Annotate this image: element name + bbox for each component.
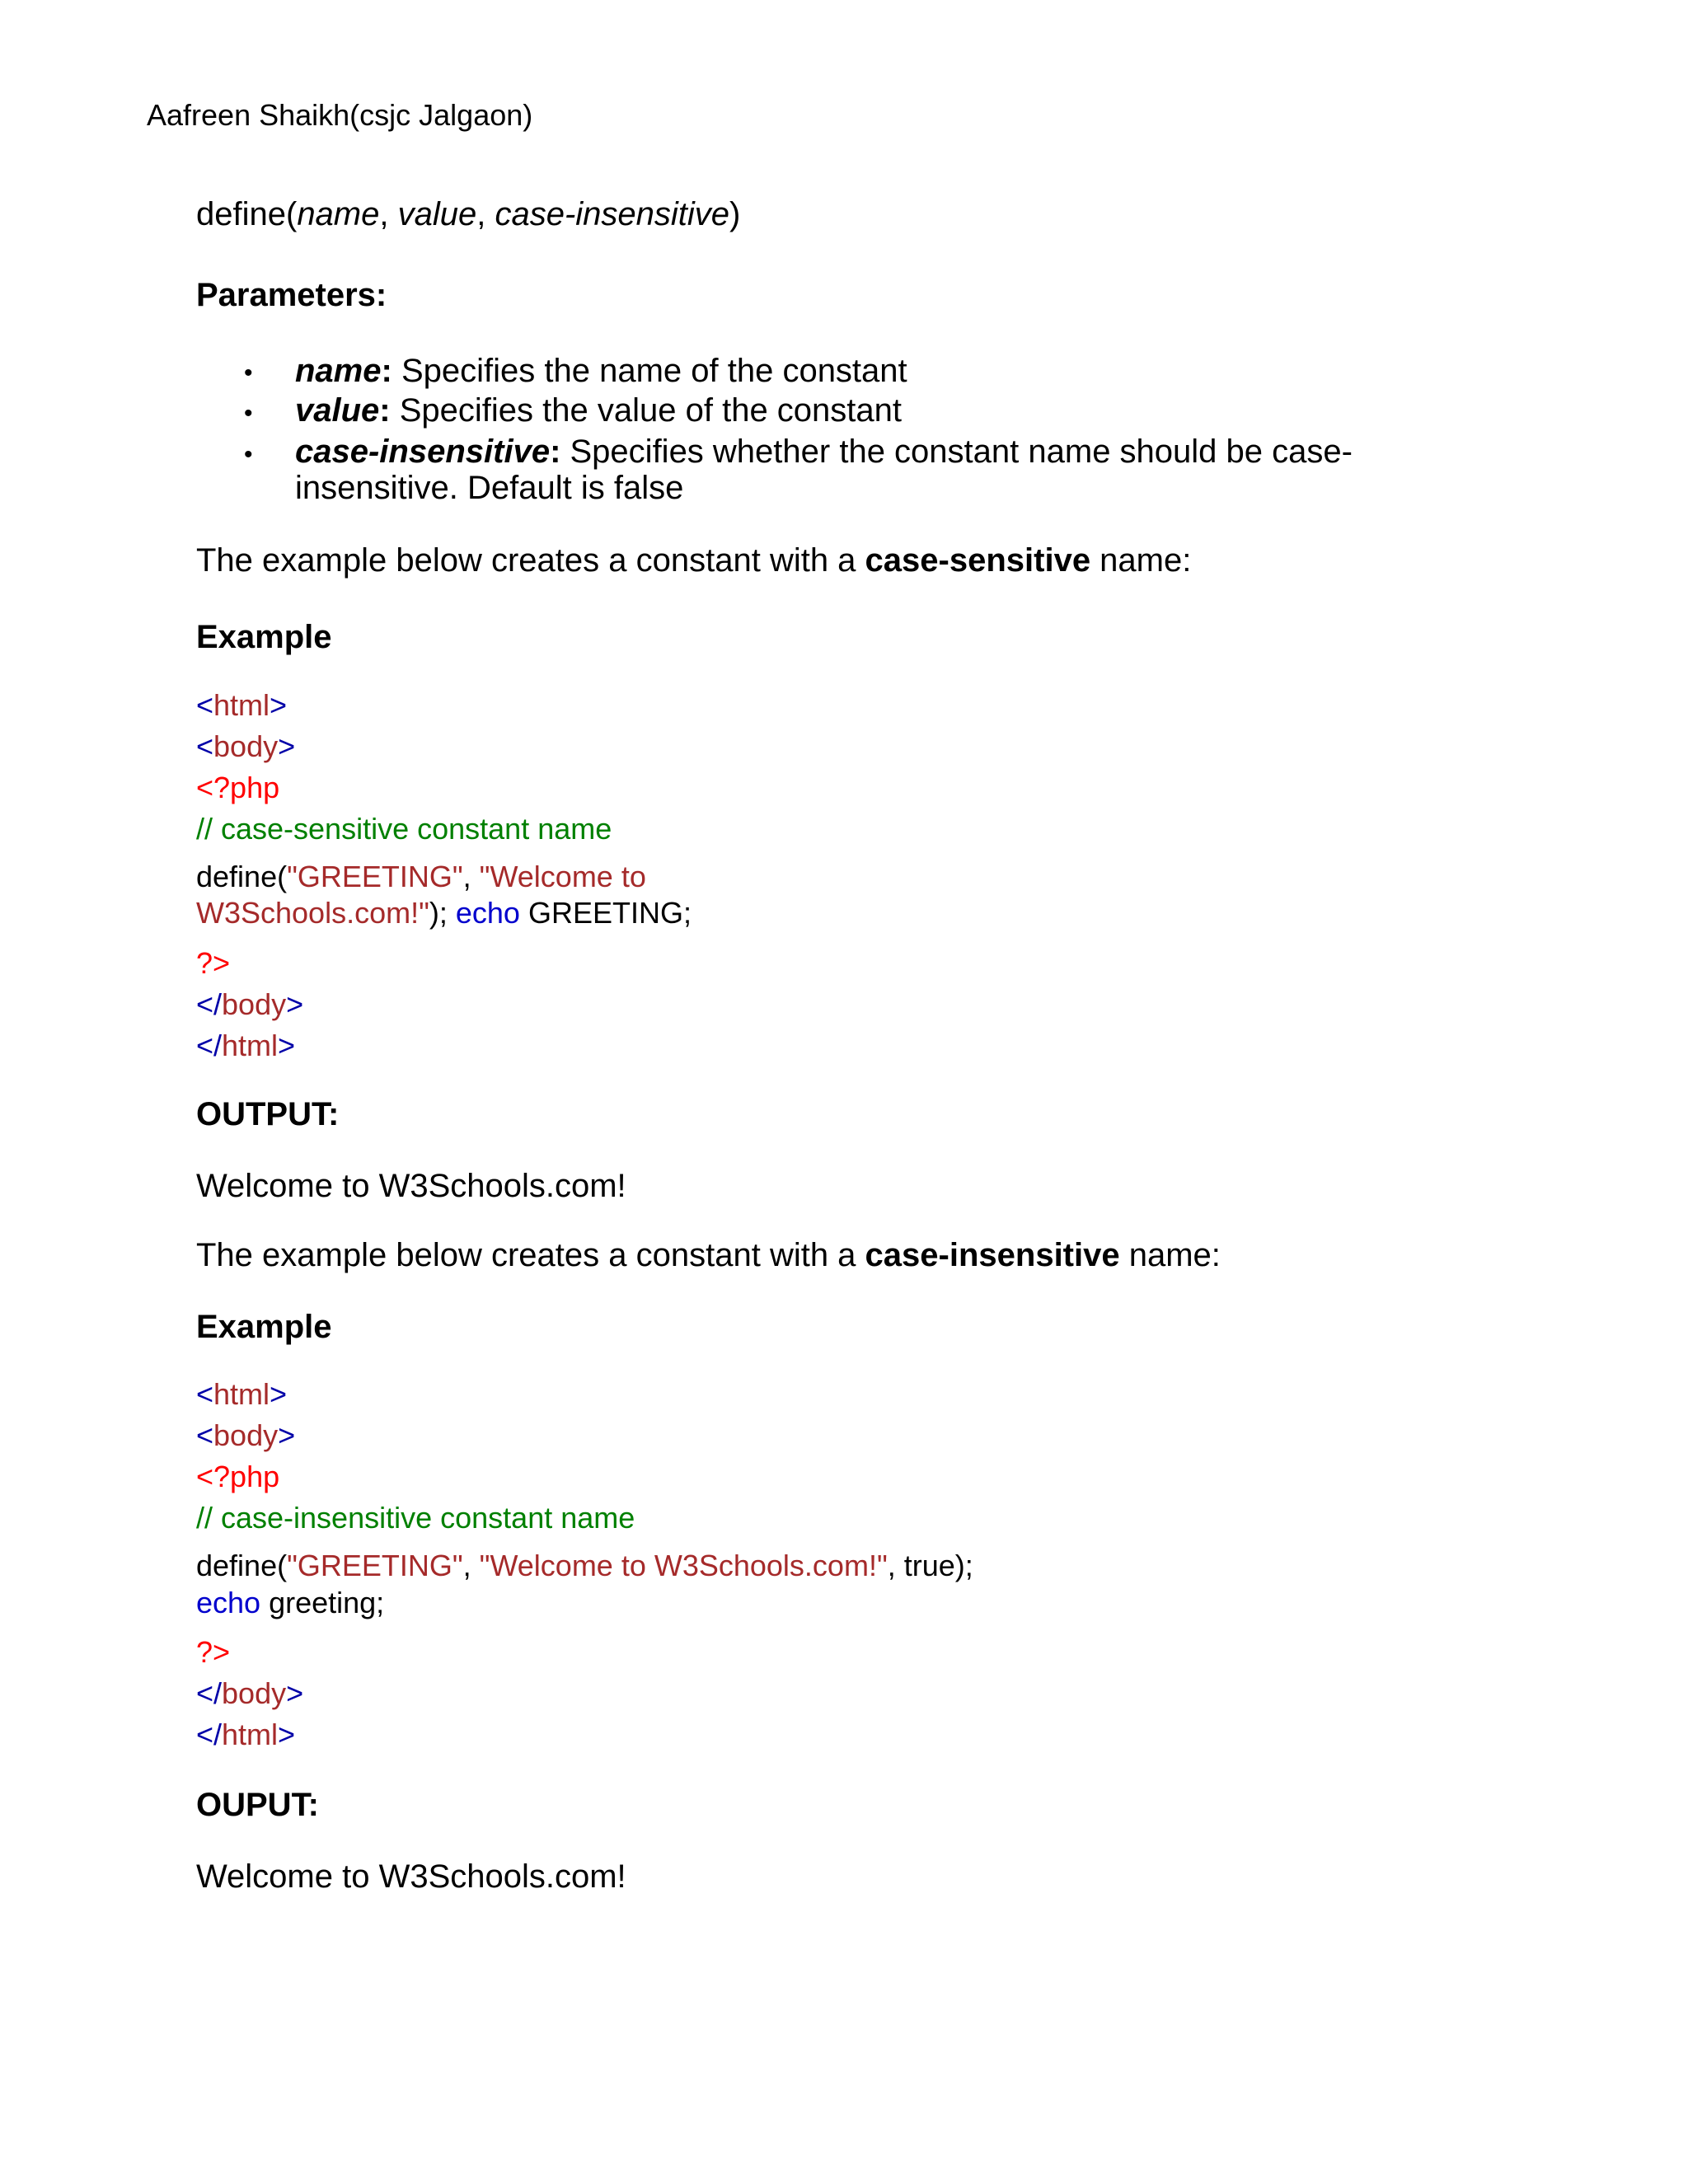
parameter-description: Specifies the value of the constant bbox=[390, 392, 903, 429]
intro-text: name: bbox=[1090, 542, 1192, 579]
tag-name: html bbox=[213, 688, 270, 722]
parameter-description: Specifies whether the constant name should be case- bbox=[560, 434, 1353, 470]
syntax-param-case: case-insensitive bbox=[495, 196, 730, 232]
code-string: "GREETING" bbox=[287, 860, 463, 893]
code-line bbox=[196, 1031, 295, 1061]
tag-name: body bbox=[213, 1418, 279, 1452]
parameter-item bbox=[295, 354, 907, 387]
intro-text: The example below creates a constant with a bbox=[196, 1237, 865, 1273]
output-text: Welcome to W3Schools.com! bbox=[196, 1168, 626, 1204]
author-header: Aafreen Shaikh(csjc Jalgaon) bbox=[147, 98, 533, 132]
bullet-icon: • bbox=[244, 359, 253, 387]
syntax-param-name: name bbox=[297, 196, 380, 232]
code-punct: , bbox=[462, 1549, 480, 1582]
example-heading: Example bbox=[196, 619, 332, 655]
code-line bbox=[196, 1377, 288, 1411]
parameter-description-continued: insensitive. Default is false bbox=[295, 470, 684, 506]
code-line bbox=[196, 898, 692, 928]
bullet-icon: • bbox=[244, 400, 253, 427]
code-punct: , bbox=[462, 860, 480, 893]
tag-bracket: > bbox=[278, 1418, 296, 1452]
parameter-item bbox=[295, 435, 1353, 468]
tag-bracket: </ bbox=[196, 1676, 223, 1710]
tag-name: body bbox=[213, 729, 279, 763]
tag-bracket: < bbox=[196, 1377, 214, 1411]
php-close-tag: ?> bbox=[196, 946, 231, 980]
tag-name: body bbox=[222, 987, 287, 1021]
example-heading: Example bbox=[196, 1309, 332, 1345]
intro-emphasis: case-sensitive bbox=[865, 542, 1091, 579]
output-heading: OUTPUT: bbox=[196, 1096, 340, 1132]
code-string: W3Schools.com!" bbox=[196, 896, 429, 930]
tag-bracket: > bbox=[278, 1718, 296, 1751]
code-function: define( bbox=[196, 1549, 288, 1582]
code-line bbox=[196, 987, 304, 1021]
code-string: "Welcome to bbox=[479, 860, 646, 893]
tag-bracket: > bbox=[270, 1377, 288, 1411]
tag-bracket: > bbox=[286, 987, 304, 1021]
tag-bracket: > bbox=[270, 688, 288, 722]
parameter-item bbox=[295, 394, 902, 427]
code-comment: // case-insensitive constant name bbox=[196, 1501, 635, 1535]
tag-bracket: > bbox=[278, 1029, 296, 1062]
tag-name: html bbox=[222, 1029, 279, 1062]
code-punct: ); bbox=[429, 896, 456, 930]
tag-name: html bbox=[222, 1718, 279, 1751]
parameter-name: name bbox=[295, 353, 382, 389]
parameter-colon: : bbox=[379, 392, 391, 429]
php-open-tag: <?php bbox=[196, 771, 280, 804]
parameters-heading: Parameters: bbox=[196, 277, 387, 313]
intro-text: The example below creates a constant with a bbox=[196, 542, 865, 579]
code-text: , true); bbox=[887, 1549, 973, 1582]
intro-emphasis: case-insensitive bbox=[865, 1237, 1120, 1273]
code-line bbox=[196, 729, 296, 763]
php-open-tag: <?php bbox=[196, 1460, 280, 1493]
tag-name: body bbox=[222, 1676, 287, 1710]
syntax-param-value: value bbox=[397, 196, 477, 232]
bullet-icon: • bbox=[244, 441, 253, 468]
parameter-name: value bbox=[295, 392, 380, 429]
tag-name: html bbox=[213, 1377, 270, 1411]
code-keyword: echo bbox=[455, 896, 520, 930]
tag-bracket: </ bbox=[196, 1029, 223, 1062]
syntax-sep: , bbox=[476, 196, 495, 232]
example-intro bbox=[196, 544, 1191, 577]
code-text: GREETING; bbox=[519, 896, 692, 930]
code-line bbox=[196, 862, 646, 892]
tag-bracket: </ bbox=[196, 1718, 223, 1751]
syntax-fn: define( bbox=[196, 196, 298, 232]
syntax-sep: , bbox=[379, 196, 398, 232]
code-line bbox=[196, 688, 288, 722]
code-function: define( bbox=[196, 860, 288, 893]
tag-bracket: > bbox=[286, 1676, 304, 1710]
code-line bbox=[196, 1588, 384, 1618]
code-keyword: echo bbox=[196, 1586, 261, 1619]
code-string: "GREETING" bbox=[287, 1549, 463, 1582]
php-close-tag: ?> bbox=[196, 1635, 231, 1669]
code-comment: // case-sensitive constant name bbox=[196, 812, 612, 846]
code-string: "Welcome to W3Schools.com!" bbox=[479, 1549, 888, 1582]
parameter-name: case-insensitive bbox=[295, 434, 551, 470]
tag-bracket: > bbox=[278, 729, 296, 763]
tag-bracket: < bbox=[196, 1418, 214, 1452]
parameter-colon: : bbox=[550, 434, 561, 470]
tag-bracket: </ bbox=[196, 987, 223, 1021]
code-line bbox=[196, 1551, 973, 1581]
code-text: greeting; bbox=[260, 1586, 385, 1619]
code-line bbox=[196, 1720, 295, 1750]
tag-bracket: < bbox=[196, 729, 214, 763]
code-line bbox=[196, 1676, 304, 1710]
syntax-line bbox=[196, 198, 740, 231]
output-text: Welcome to W3Schools.com! bbox=[196, 1858, 626, 1895]
syntax-close: ) bbox=[729, 196, 741, 232]
example-intro bbox=[196, 1239, 1221, 1272]
output-heading: OUPUT: bbox=[196, 1787, 319, 1823]
parameter-colon: : bbox=[381, 353, 392, 389]
intro-text: name: bbox=[1119, 1237, 1221, 1273]
parameter-description: Specifies the name of the constant bbox=[392, 353, 907, 389]
tag-bracket: < bbox=[196, 688, 214, 722]
code-line bbox=[196, 1418, 296, 1452]
